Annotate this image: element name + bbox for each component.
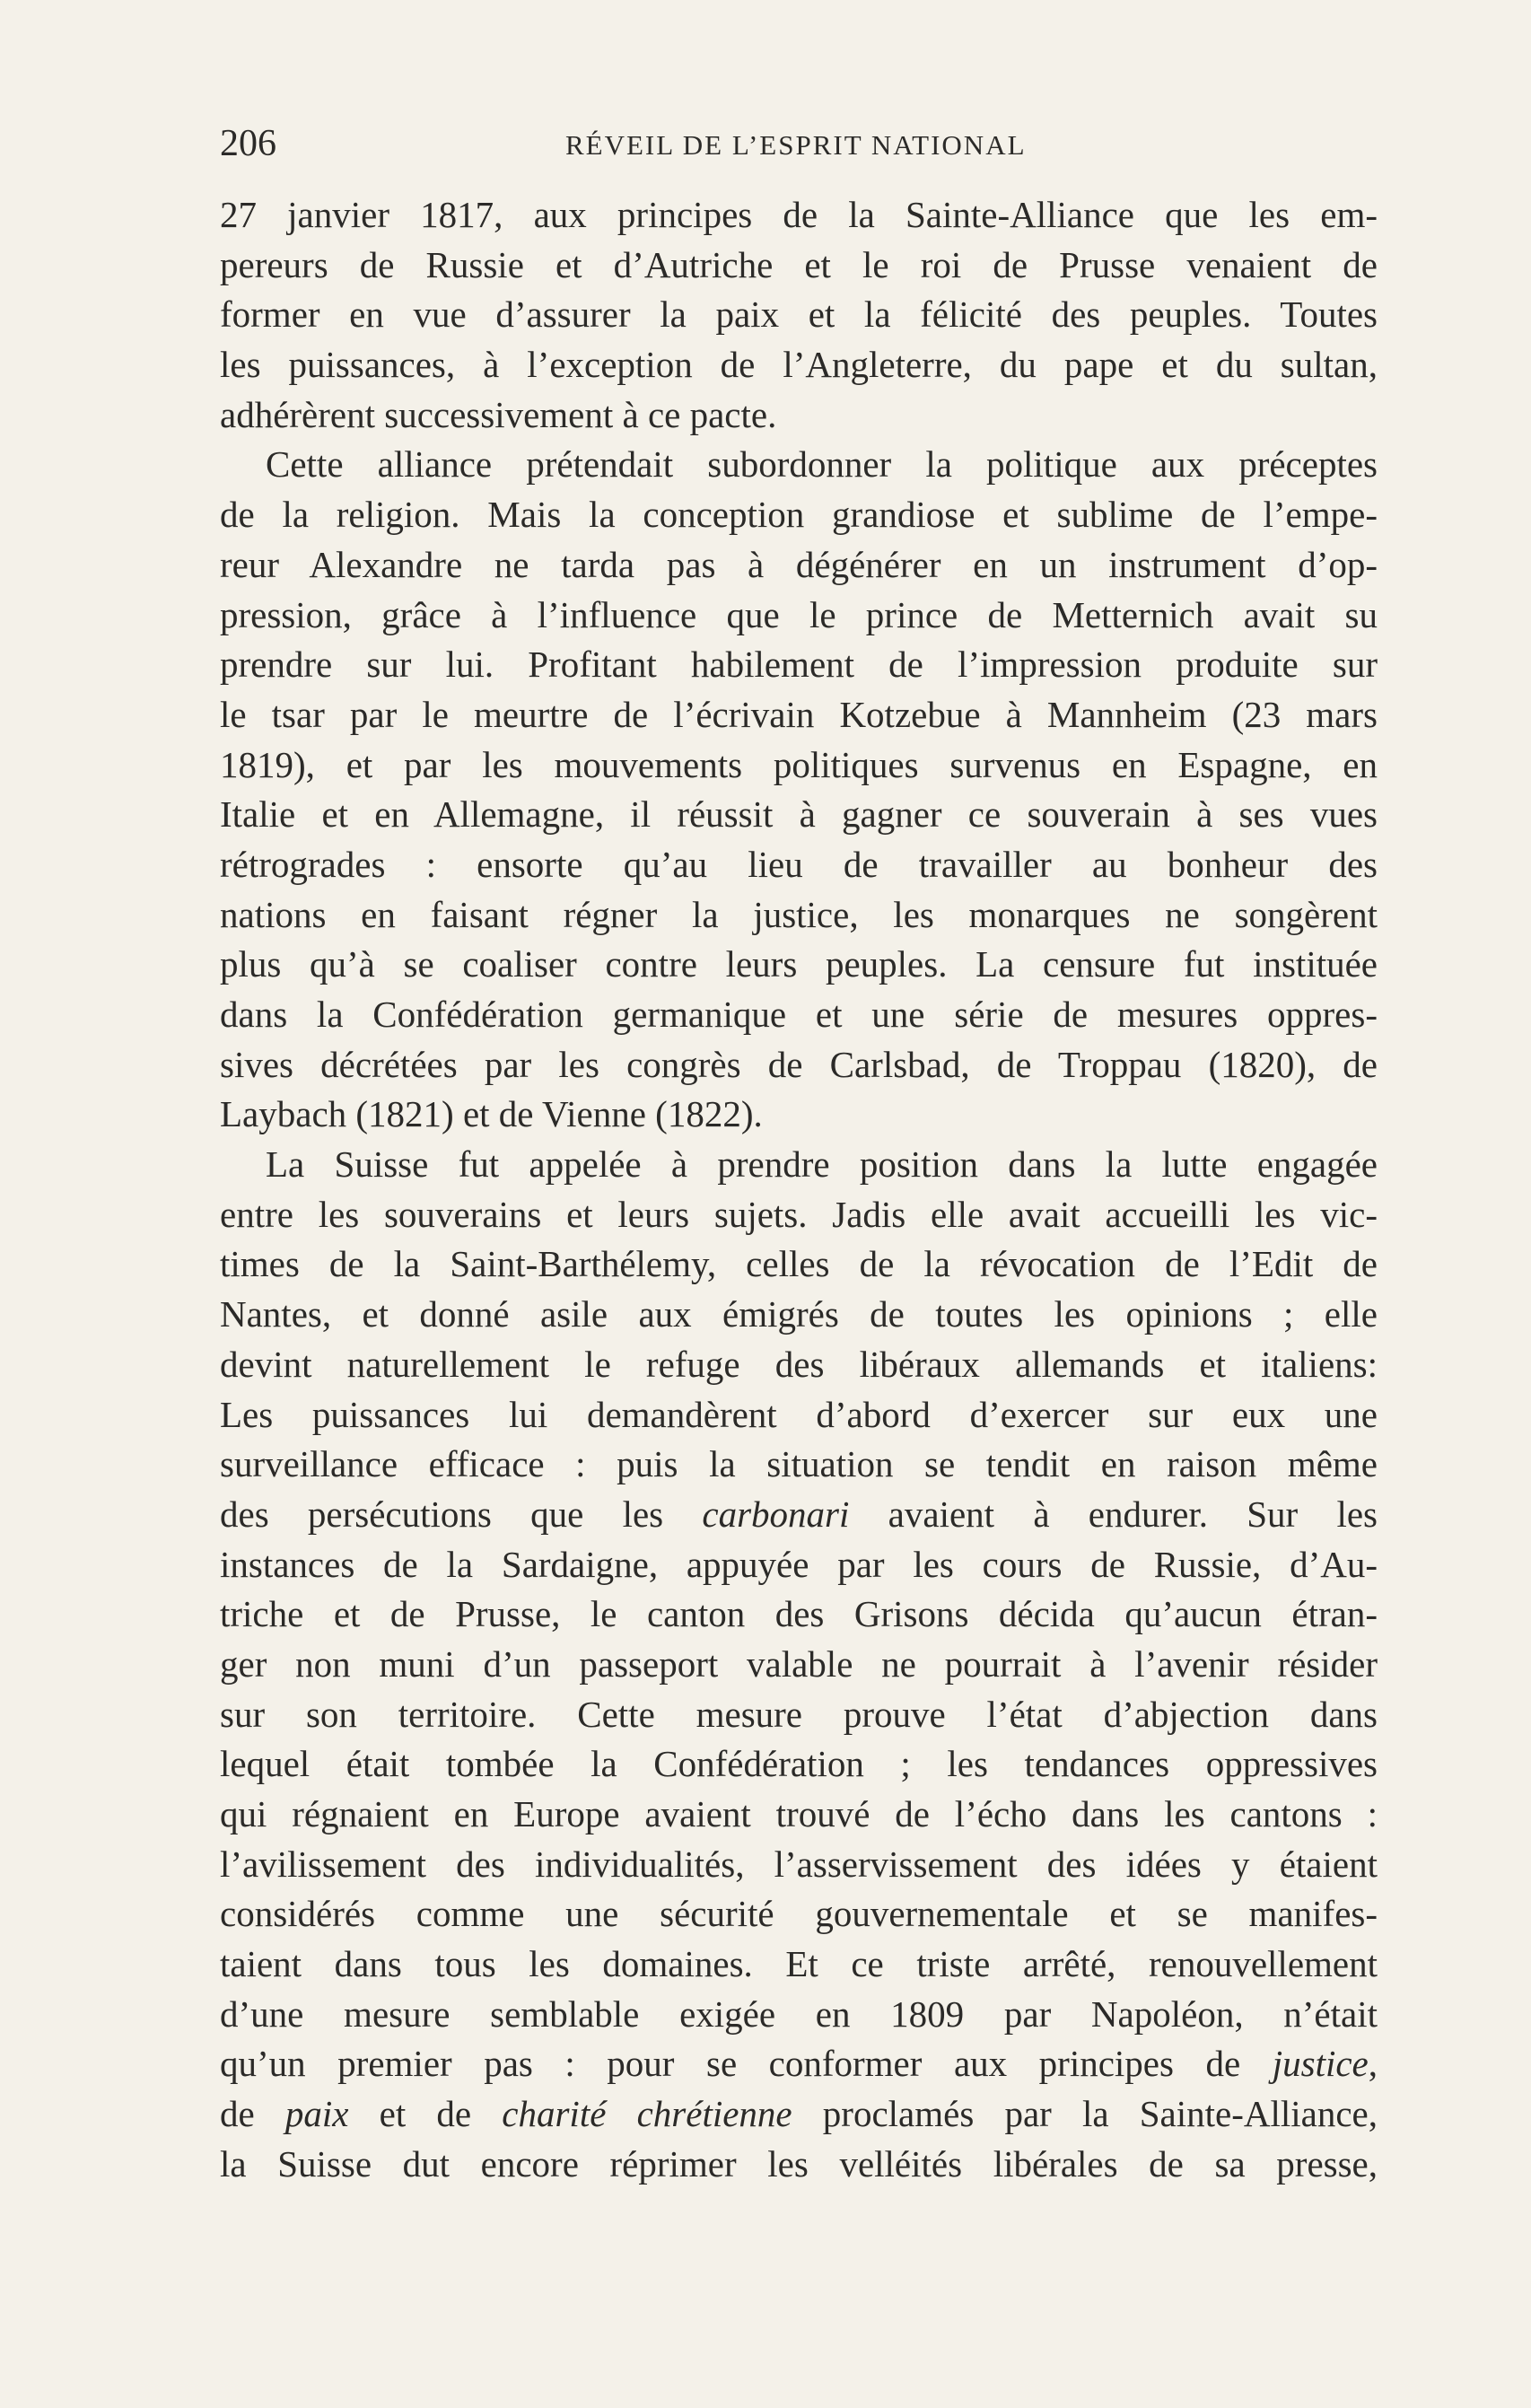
body-text	[220, 190, 1378, 2190]
text-line: de la religion. Mais la conception grandiose et sublime de l’empe-	[220, 494, 1378, 536]
italic-term: charité chrétienne	[502, 2093, 792, 2135]
line-segment: qu’un premier pas : pour se conformer aux principes de	[220, 2043, 1241, 2085]
text-line: entre les souverains et leurs sujets. Jadis elle avait accueilli les vic-	[220, 1193, 1378, 1235]
text-line: Nantes, et donné asile aux émigrés de toutes les opinions ; elle	[220, 1293, 1378, 1335]
text-line: adhérèrent successivement à ce pacte.	[220, 393, 777, 435]
line-segment: de	[220, 2093, 255, 2135]
text-line: nations en faisant régner la justice, les monarques ne songèrent	[220, 893, 1378, 935]
text-line: reur Alexandre ne tarda pas à dégénérer en un instrument d’op-	[220, 543, 1378, 585]
line-segment: et de	[379, 2093, 472, 2135]
line-segment: ,	[1368, 2043, 1378, 2085]
text-line: former en vue d’assurer la paix et la félicité des peuples. Toutes	[220, 293, 1378, 336]
text-line: triche et de Prusse, le canton des Grisons décida qu’aucun étran-	[220, 1593, 1378, 1635]
text-line: l’avilissement des individualités, l’asservissement des idées y étaient	[220, 1843, 1378, 1885]
text-line: taient dans tous les domaines. Et ce triste arrêté, renouvellement	[220, 1943, 1378, 1985]
text-line: times de la Saint-Barthélemy, celles de la révocation de l’Edit de	[220, 1243, 1378, 1285]
line-segment: avaient à endurer. Sur les	[888, 1493, 1378, 1535]
text-line: Les puissances lui demandèrent d’abord d’exercer sur eux une	[220, 1393, 1378, 1435]
line-segment: des persécutions que les	[220, 1493, 664, 1535]
text-line: sives décrétées par les congrès de Carlsbad, de Troppau (1820), de	[220, 1043, 1378, 1085]
text-line: Laybach (1821) et de Vienne (1822).	[220, 1093, 763, 1135]
line-segment: proclamés par la Sainte-Alliance,	[822, 2093, 1378, 2135]
text-line: qui régnaient en Europe avaient trouvé de l’écho dans les cantons :	[220, 1793, 1378, 1834]
text-line: La Suisse fut appelée à prendre position dans la lutte engagée	[266, 1143, 1378, 1186]
text-line: instances de la Sardaigne, appuyée par les cours de Russie, d’Au-	[220, 1543, 1378, 1585]
text-line: ger non muni d’un passeport valable ne pourrait à l’avenir résider	[220, 1642, 1378, 1685]
running-head	[220, 117, 1045, 171]
text-line: la Suisse dut encore réprimer les velléités libérales de sa presse,	[220, 2142, 1378, 2185]
text-line: plus qu’à se coaliser contre leurs peuples. La censure fut instituée	[220, 943, 1378, 985]
text-line: les puissances, à l’exception de l’Angleterre, du pape et du sultan,	[220, 344, 1378, 386]
text-line	[220, 2089, 1378, 2140]
running-title: RÉVEIL DE L’ESPRIT NATIONAL	[565, 129, 1027, 161]
text-line: rétrogrades : ensorte qu’au lieu de travailler au bonheur des	[220, 843, 1378, 885]
text-line: 1819), et par les mouvements politiques survenus en Espagne, en	[220, 743, 1378, 785]
italic-term: carbonari	[702, 1493, 850, 1535]
italic-term: paix	[284, 2093, 349, 2135]
page-number: 206	[220, 123, 276, 164]
text-line: Italie et en Allemagne, il réussit à gagner ce souverain à ses vues	[220, 793, 1378, 836]
text-line: pereurs de Russie et d’Autriche et le roi de Prusse venaient de	[220, 243, 1378, 285]
text-line: sur son territoire. Cette mesure prouve l’état d’abjection dans	[220, 1693, 1378, 1735]
text-line: lequel était tombée la Confédération ; les tendances oppressives	[220, 1743, 1378, 1785]
italic-term: justice	[1272, 2043, 1369, 2085]
text-line: prendre sur lui. Profitant habilement de l’impression produite sur	[220, 644, 1378, 686]
text-line: le tsar par le meurtre de l’écrivain Kotzebue à Mannheim (23 mars	[220, 693, 1378, 735]
text-line: pression, grâce à l’influence que le prince de Metternich avait su	[220, 593, 1378, 635]
text-line: surveillance efficace : puis la situation se tendit en raison même	[220, 1443, 1378, 1485]
text-line: Cette alliance prétendait subordonner la politique aux préceptes	[266, 443, 1378, 486]
text-line: d’une mesure semblable exigée en 1809 par Napoléon, n’était	[220, 1992, 1378, 2035]
text-line	[220, 2039, 1378, 2089]
text-line: considérés comme une sécurité gouvernementale et se manifes-	[220, 1893, 1378, 1935]
text-line: dans la Confédération germanique et une série de mesures oppres-	[220, 994, 1378, 1035]
text-line	[220, 1490, 1378, 1540]
text-line: 27 janvier 1817, aux principes de la Sainte-Alliance que les em-	[220, 194, 1378, 235]
text-line: devint naturellement le refuge des libéraux allemands et italiens:	[220, 1343, 1378, 1385]
